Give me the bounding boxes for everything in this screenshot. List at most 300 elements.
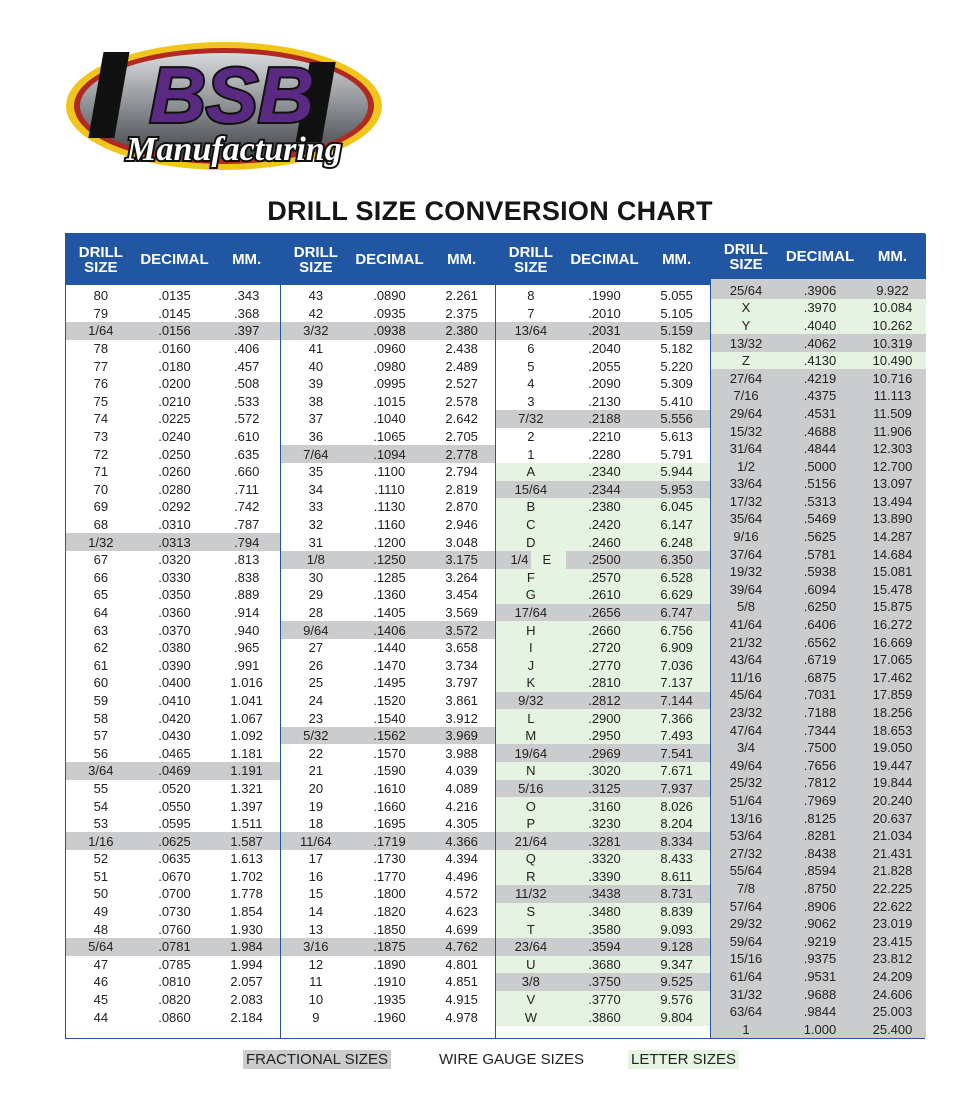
decimal-cell: .1960 bbox=[373, 1009, 406, 1025]
table-row bbox=[711, 299, 926, 317]
table-row bbox=[281, 956, 495, 974]
header-drill-size bbox=[66, 245, 136, 275]
table-row bbox=[66, 692, 280, 710]
drill-size-cell: T bbox=[526, 921, 535, 937]
drill-size-cell: L bbox=[527, 710, 535, 726]
mm-cell: 4.039 bbox=[445, 763, 478, 779]
column-header bbox=[711, 234, 926, 279]
decimal-cell: .0670 bbox=[158, 868, 191, 884]
decimal-cell: .2090 bbox=[588, 376, 621, 392]
drill-size-cell: 11/16 bbox=[730, 669, 762, 685]
decimal-cell: .1360 bbox=[373, 587, 406, 603]
table-row bbox=[281, 744, 495, 762]
decimal-cell: .1200 bbox=[373, 534, 406, 550]
decimal-cell: .0350 bbox=[158, 587, 191, 603]
decimal-cell: .0180 bbox=[158, 358, 191, 374]
mm-cell: .813 bbox=[234, 552, 260, 568]
decimal-cell: .8906 bbox=[803, 898, 837, 914]
header-size-label: SIZE bbox=[729, 255, 763, 273]
decimal-cell: .0400 bbox=[158, 675, 191, 691]
table-row bbox=[281, 428, 495, 446]
mm-cell: 9.525 bbox=[660, 974, 693, 990]
drill-size-cell: 47/64 bbox=[729, 722, 763, 738]
table-row bbox=[711, 1020, 926, 1038]
decimal-cell: .2040 bbox=[588, 341, 621, 357]
mm-cell: 11.906 bbox=[873, 423, 912, 439]
drill-size-cell: 61 bbox=[93, 657, 109, 673]
table-row bbox=[711, 475, 926, 493]
mm-cell: 6.147 bbox=[660, 517, 693, 533]
fraction-size: 1/4 bbox=[510, 552, 529, 568]
drill-size-cell: 70 bbox=[93, 481, 109, 497]
decimal-cell: .0420 bbox=[158, 710, 191, 726]
decimal-cell: .1520 bbox=[373, 692, 406, 708]
drill-size-cell: 37 bbox=[308, 411, 324, 427]
logo-graphic bbox=[64, 38, 394, 173]
drill-size-cell: 17/32 bbox=[729, 493, 763, 509]
decimal-cell: .1890 bbox=[373, 956, 406, 972]
mm-cell: 2.794 bbox=[445, 464, 478, 480]
table-row bbox=[711, 581, 926, 599]
mm-cell: 7.541 bbox=[660, 745, 693, 761]
table-row bbox=[66, 744, 280, 762]
drill-size-cell: 39/64 bbox=[729, 581, 763, 597]
decimal-cell: .1470 bbox=[373, 657, 406, 673]
mm-cell: 20.240 bbox=[872, 792, 913, 808]
mm-cell: 1.016 bbox=[230, 675, 263, 691]
table-row bbox=[711, 704, 926, 722]
decimal-cell: .2188 bbox=[588, 411, 621, 427]
drill-size-cell: 35 bbox=[308, 464, 324, 480]
decimal-cell: .1850 bbox=[373, 921, 406, 937]
decimal-cell: .0550 bbox=[158, 798, 191, 814]
mm-cell: .838 bbox=[234, 569, 260, 585]
decimal-cell: .3390 bbox=[588, 868, 621, 884]
mm-cell: 18.653 bbox=[872, 722, 913, 738]
drill-size-cell: 8 bbox=[527, 288, 535, 304]
mm-cell: 5.220 bbox=[660, 358, 693, 374]
drill-size-cell: 72 bbox=[93, 446, 109, 462]
decimal-cell: .0200 bbox=[158, 376, 191, 392]
decimal-cell: .0260 bbox=[158, 464, 191, 480]
mm-cell: 17.859 bbox=[872, 687, 913, 703]
mm-cell: 5.410 bbox=[660, 393, 693, 409]
mm-cell: 6.248 bbox=[660, 534, 693, 550]
drill-size-cell: 21 bbox=[308, 763, 324, 779]
table-row bbox=[66, 868, 280, 886]
mm-cell: 10.490 bbox=[872, 353, 913, 369]
table-row bbox=[66, 393, 280, 411]
drill-size-cell: 32 bbox=[308, 517, 324, 533]
drill-size-cell: 39 bbox=[308, 376, 324, 392]
table-row bbox=[281, 604, 495, 622]
mm-cell: 3.797 bbox=[445, 675, 478, 691]
mm-cell: 5.182 bbox=[660, 341, 693, 357]
mm-cell: 15.081 bbox=[872, 564, 913, 580]
drill-size-cell: 11 bbox=[309, 974, 323, 990]
drill-size-cell: 31 bbox=[308, 534, 324, 550]
decimal-cell: .2280 bbox=[588, 446, 621, 462]
table-row bbox=[66, 920, 280, 938]
table-row bbox=[496, 287, 710, 305]
table-row bbox=[496, 463, 710, 481]
mm-cell: 1.994 bbox=[230, 956, 263, 972]
drill-size-cell: 11/32 bbox=[515, 886, 547, 902]
drill-size-cell: 30 bbox=[308, 569, 324, 585]
header-drill-label: DRILL bbox=[508, 243, 553, 261]
table-row bbox=[66, 428, 280, 446]
mm-cell: 21.431 bbox=[872, 845, 913, 861]
table-row bbox=[281, 832, 495, 850]
mm-cell: 2.184 bbox=[230, 1009, 263, 1025]
mm-cell: .965 bbox=[234, 640, 260, 656]
decimal-cell: .7969 bbox=[803, 792, 837, 808]
drill-size-cell: I bbox=[529, 640, 533, 656]
table-row bbox=[281, 533, 495, 551]
drill-size-cell: 7/8 bbox=[736, 880, 756, 896]
mm-cell: 24.209 bbox=[872, 968, 913, 984]
decimal-cell: .0960 bbox=[373, 341, 406, 357]
drill-size-cell: 9/64 bbox=[303, 622, 329, 638]
mm-cell: 8.204 bbox=[660, 816, 693, 832]
table-row bbox=[496, 832, 710, 850]
drill-size-cell: 2 bbox=[527, 429, 535, 445]
column-body bbox=[281, 285, 495, 1038]
table-row bbox=[496, 481, 710, 499]
drill-size-cell: 23/32 bbox=[729, 705, 763, 721]
table-row bbox=[711, 598, 926, 616]
drill-size-cell: 56 bbox=[93, 745, 109, 761]
mm-cell: .787 bbox=[234, 517, 260, 533]
mm-cell: 1.321 bbox=[230, 780, 263, 796]
drill-size-cell: 7/32 bbox=[518, 411, 544, 427]
conversion-chart bbox=[65, 233, 925, 1039]
decimal-cell: .1935 bbox=[373, 992, 406, 1008]
decimal-cell: .7188 bbox=[803, 705, 837, 721]
mm-cell: 20.637 bbox=[872, 810, 913, 826]
mm-cell: 4.801 bbox=[445, 956, 478, 972]
table-row bbox=[496, 727, 710, 745]
decimal-cell: .5625 bbox=[803, 529, 837, 545]
drill-size-cell: 33/64 bbox=[729, 476, 763, 492]
table-row bbox=[496, 797, 710, 815]
drill-size-cell: 28 bbox=[308, 604, 324, 620]
drill-size-cell: 57/64 bbox=[729, 898, 763, 914]
decimal-cell: .2812 bbox=[588, 692, 621, 708]
decimal-cell: .3320 bbox=[588, 851, 621, 867]
drill-size-cell: W bbox=[524, 1009, 537, 1025]
chart-column bbox=[281, 234, 496, 1038]
drill-size-cell: 79 bbox=[93, 305, 109, 321]
drill-size-cell: 45/64 bbox=[729, 687, 763, 703]
drill-size-cell: 60 bbox=[93, 675, 109, 691]
drill-size-cell: Q bbox=[525, 851, 536, 867]
drill-size-cell: B bbox=[526, 499, 536, 515]
mm-cell: 25.400 bbox=[872, 1021, 913, 1037]
table-row bbox=[281, 920, 495, 938]
table-row bbox=[66, 445, 280, 463]
drill-size-cell: 76 bbox=[93, 376, 109, 392]
table-row bbox=[281, 709, 495, 727]
page-title: DRILL SIZE CONVERSION CHART bbox=[267, 196, 713, 226]
mm-cell: 1.778 bbox=[230, 886, 263, 902]
decimal-cell: .0625 bbox=[158, 833, 191, 849]
drill-size-cell: 61/64 bbox=[729, 968, 763, 984]
header-decimal: DECIMAL bbox=[785, 248, 855, 266]
decimal-cell: .1015 bbox=[373, 393, 406, 409]
mm-cell: 1.397 bbox=[230, 798, 263, 814]
table-row bbox=[66, 850, 280, 868]
mm-cell: 2.261 bbox=[445, 288, 478, 304]
decimal-cell: 1.000 bbox=[803, 1021, 837, 1037]
decimal-cell: .1695 bbox=[373, 816, 406, 832]
drill-size-cell: 26 bbox=[308, 657, 324, 673]
mm-cell: 1.511 bbox=[230, 816, 263, 832]
decimal-cell: .0390 bbox=[158, 657, 191, 673]
table-row bbox=[66, 797, 280, 815]
header-mm: MM. bbox=[232, 251, 262, 268]
drill-size-cell: 10 bbox=[308, 992, 324, 1008]
table-row bbox=[281, 498, 495, 516]
decimal-cell: .5938 bbox=[803, 564, 837, 580]
table-row bbox=[496, 498, 710, 516]
header-drill-size bbox=[281, 245, 351, 275]
table-row bbox=[66, 903, 280, 921]
drill-size-cell: R bbox=[526, 868, 536, 884]
mm-cell: 3.569 bbox=[445, 604, 478, 620]
mm-cell: 6.747 bbox=[660, 604, 693, 620]
table-row bbox=[496, 357, 710, 375]
table-row bbox=[711, 510, 926, 528]
decimal-cell: .1719 bbox=[373, 833, 406, 849]
decimal-cell: .0520 bbox=[158, 780, 191, 796]
mm-cell: 1.984 bbox=[230, 939, 263, 955]
drill-size-cell: 6 bbox=[527, 341, 535, 357]
decimal-cell: .1800 bbox=[373, 886, 406, 902]
mm-cell: .406 bbox=[234, 341, 260, 357]
drill-size-cell: 43 bbox=[308, 288, 324, 304]
table-row bbox=[281, 445, 495, 463]
decimal-cell: .7500 bbox=[803, 740, 837, 756]
column-header bbox=[496, 234, 710, 285]
mm-cell: 6.909 bbox=[660, 640, 693, 656]
mm-cell: 3.264 bbox=[445, 569, 478, 585]
drill-size-cell: 3/8 bbox=[521, 974, 540, 990]
table-row bbox=[711, 405, 926, 423]
mm-cell: 7.137 bbox=[660, 675, 693, 691]
decimal-cell: .3480 bbox=[588, 904, 621, 920]
decimal-cell: .9219 bbox=[803, 933, 837, 949]
drill-size-cell: 13/32 bbox=[729, 335, 763, 351]
table-row bbox=[711, 897, 926, 915]
decimal-cell: .0465 bbox=[158, 745, 191, 761]
mm-cell: 2.870 bbox=[445, 499, 478, 515]
drill-size-cell: 22 bbox=[308, 745, 324, 761]
drill-size-cell: 27 bbox=[308, 640, 324, 656]
drill-size-cell: 46 bbox=[93, 974, 109, 990]
drill-size-cell: 63 bbox=[93, 622, 109, 638]
table-row bbox=[711, 915, 926, 933]
drill-size-cell: 3/4 bbox=[736, 740, 756, 756]
table-row bbox=[66, 463, 280, 481]
table-row bbox=[281, 305, 495, 323]
decimal-cell: .0240 bbox=[158, 429, 191, 445]
mm-cell: 4.699 bbox=[445, 921, 478, 937]
table-row bbox=[711, 545, 926, 563]
table-row bbox=[711, 334, 926, 352]
mm-cell: 4.216 bbox=[445, 798, 478, 814]
drill-size-cell: 1/64 bbox=[88, 323, 114, 339]
mm-cell: 5.791 bbox=[660, 446, 693, 462]
header-drill-label: DRILL bbox=[293, 243, 338, 261]
mm-cell: 15.478 bbox=[872, 581, 913, 597]
header-mm: MM. bbox=[877, 248, 908, 266]
mm-cell: 9.804 bbox=[660, 1009, 693, 1025]
mm-cell: 9.576 bbox=[660, 992, 693, 1008]
mm-cell: 3.912 bbox=[445, 710, 478, 726]
drill-size-cell: F bbox=[526, 569, 535, 585]
decimal-cell: .0410 bbox=[158, 692, 191, 708]
mm-cell: 5.055 bbox=[660, 288, 693, 304]
table-row bbox=[281, 938, 495, 956]
table-row bbox=[711, 968, 926, 986]
decimal-cell: .3438 bbox=[588, 886, 621, 902]
table-row bbox=[496, 516, 710, 534]
decimal-cell: .6875 bbox=[803, 669, 837, 685]
table-row bbox=[496, 868, 710, 886]
table-row bbox=[711, 950, 926, 968]
mm-cell: 9.922 bbox=[876, 282, 909, 298]
table-row bbox=[66, 498, 280, 516]
drill-size-cell: N bbox=[526, 763, 536, 779]
table-row bbox=[711, 721, 926, 739]
table-row bbox=[281, 991, 495, 1009]
drill-size-cell: 64 bbox=[93, 604, 109, 620]
drill-size-cell: 3 bbox=[527, 393, 535, 409]
header-mm: MM. bbox=[662, 251, 692, 268]
decimal-cell: .1540 bbox=[373, 710, 406, 726]
decimal-cell: .9844 bbox=[803, 1004, 837, 1020]
header-decimal: DECIMAL bbox=[140, 251, 209, 268]
mm-cell: 3.969 bbox=[445, 728, 478, 744]
drill-size-cell: 55 bbox=[93, 780, 109, 796]
mm-cell: 3.988 bbox=[445, 745, 478, 761]
drill-size-cell: X bbox=[741, 300, 751, 316]
decimal-cell: .9375 bbox=[803, 951, 837, 967]
decimal-cell: .2900 bbox=[588, 710, 621, 726]
table-row bbox=[281, 639, 495, 657]
drill-size-cell: 71 bbox=[93, 464, 109, 480]
table-row bbox=[496, 692, 710, 710]
drill-size-cell: 1/8 bbox=[306, 552, 325, 568]
mm-cell: 3.861 bbox=[445, 692, 478, 708]
drill-size-cell: 29/64 bbox=[729, 405, 763, 421]
decimal-cell: .2340 bbox=[588, 464, 621, 480]
mm-cell: 19.447 bbox=[872, 757, 913, 773]
decimal-cell: .0938 bbox=[373, 323, 406, 339]
table-row bbox=[281, 393, 495, 411]
table-row bbox=[711, 757, 926, 775]
mm-cell: .508 bbox=[234, 376, 260, 392]
drill-size-cell: 78 bbox=[93, 341, 109, 357]
table-row bbox=[281, 410, 495, 428]
table-row bbox=[66, 991, 280, 1009]
table-row bbox=[496, 780, 710, 798]
header-decimal: DECIMAL bbox=[570, 251, 639, 268]
table-row bbox=[711, 774, 926, 792]
drill-size-cell: 5 bbox=[527, 358, 535, 374]
table-row bbox=[496, 569, 710, 587]
mm-cell: 12.303 bbox=[872, 441, 913, 457]
mm-cell: 21.828 bbox=[872, 863, 913, 879]
decimal-cell: .0810 bbox=[158, 974, 191, 990]
mm-cell: .397 bbox=[234, 323, 260, 339]
mm-cell: 5.613 bbox=[660, 429, 693, 445]
mm-cell: 25.003 bbox=[872, 1004, 913, 1020]
table-row bbox=[496, 709, 710, 727]
table-row bbox=[281, 885, 495, 903]
table-row bbox=[711, 809, 926, 827]
drill-size-cell: 49 bbox=[93, 904, 109, 920]
drill-size-cell: 17/64 bbox=[514, 604, 548, 620]
decimal-cell: .0890 bbox=[373, 288, 406, 304]
table-row bbox=[496, 956, 710, 974]
mm-cell: 7.493 bbox=[660, 728, 693, 744]
drill-size-cell: 19 bbox=[308, 798, 324, 814]
mm-cell: 12.700 bbox=[872, 458, 913, 474]
mm-cell: 1.930 bbox=[230, 921, 263, 937]
drill-size-cell: 65 bbox=[93, 587, 109, 603]
drill-size-cell: 74 bbox=[93, 411, 109, 427]
mm-cell: 10.084 bbox=[872, 300, 913, 316]
table-row bbox=[496, 322, 710, 340]
decimal-cell: .3970 bbox=[803, 300, 837, 316]
table-row bbox=[66, 410, 280, 428]
drill-size-cell: 55/64 bbox=[729, 863, 763, 879]
drill-size-cell: 16 bbox=[308, 868, 324, 884]
table-row bbox=[711, 369, 926, 387]
table-row bbox=[496, 586, 710, 604]
mm-cell: 8.839 bbox=[660, 904, 693, 920]
table-row bbox=[281, 850, 495, 868]
table-row bbox=[281, 674, 495, 692]
table-row bbox=[496, 428, 710, 446]
drill-size-cell: 4 bbox=[527, 376, 535, 392]
mm-cell: 4.394 bbox=[445, 851, 478, 867]
mm-cell: 4.623 bbox=[445, 904, 478, 920]
mm-cell: .610 bbox=[234, 429, 260, 445]
mm-cell: 1.702 bbox=[230, 868, 263, 884]
decimal-cell: .2031 bbox=[588, 323, 621, 339]
table-row bbox=[711, 457, 926, 475]
mm-cell: 10.716 bbox=[872, 370, 913, 386]
table-row bbox=[281, 463, 495, 481]
decimal-cell: .0635 bbox=[158, 851, 191, 867]
table-row bbox=[66, 832, 280, 850]
decimal-cell: .4130 bbox=[803, 353, 837, 369]
table-row bbox=[66, 551, 280, 569]
drill-size-cell: 45 bbox=[93, 992, 109, 1008]
decimal-cell: .9531 bbox=[803, 968, 837, 984]
drill-size-cell: 17 bbox=[308, 851, 324, 867]
table-row bbox=[711, 827, 926, 845]
decimal-cell: .2770 bbox=[588, 657, 621, 673]
table-row bbox=[711, 844, 926, 862]
drill-size-cell: 5/32 bbox=[303, 728, 329, 744]
drill-size-cell: 67 bbox=[93, 552, 109, 568]
drill-size-cell: 77 bbox=[93, 358, 109, 374]
mm-cell: 2.057 bbox=[230, 974, 263, 990]
